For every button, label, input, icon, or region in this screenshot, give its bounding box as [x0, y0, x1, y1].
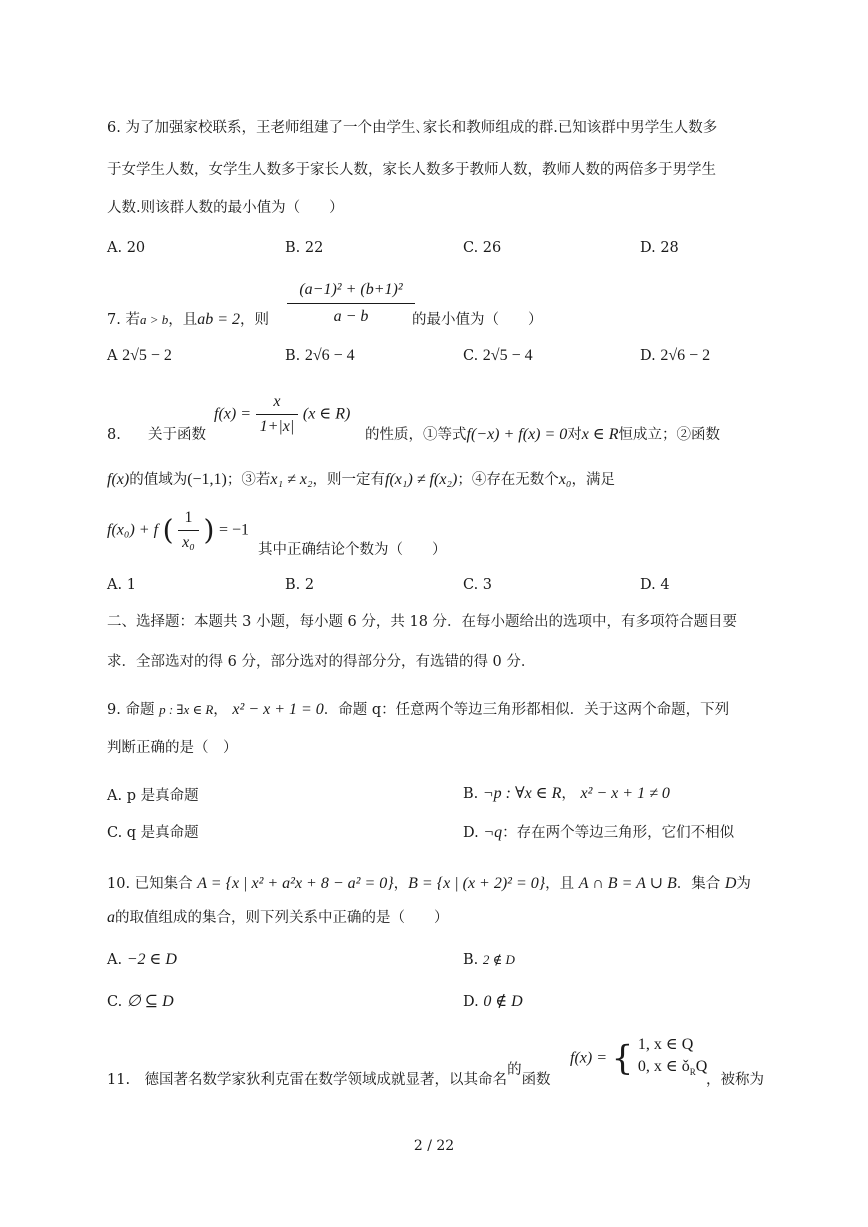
q11-case-2	[638, 1056, 707, 1083]
q8-circled-3: ③	[241, 472, 256, 488]
q8-sum-expression: f(x₀) + f	[107, 521, 159, 539]
q8-line-3-formula	[107, 508, 249, 553]
q8-option-d: D. 4	[640, 577, 670, 593]
q9-comma: ，	[213, 702, 228, 718]
q8-domain-r: x ∈ R	[581, 426, 619, 443]
q8-question: 其中正确结论个数为（ ）	[258, 542, 447, 558]
q8-l2-text-2: ；	[226, 472, 242, 488]
q8-reciprocal-fraction	[178, 508, 199, 553]
q8-option-a: A. 1	[107, 577, 136, 593]
q11-lhs: f(x) =	[570, 1049, 607, 1067]
q10-variable-a: a	[107, 909, 115, 926]
q7-option-a-label: A	[107, 348, 118, 364]
q8-text-2: 等式	[437, 427, 467, 443]
q8-text-4: 恒成立；	[618, 427, 677, 443]
q8-injective-result: f(x₁) ≠ f(x₂)	[385, 471, 458, 488]
q8-injective-condition: x₁ ≠ x₂	[270, 471, 313, 488]
q8-text-1: 的性质，	[365, 427, 423, 443]
q10-option-a-label: A.	[107, 952, 123, 968]
q10-option-c-label: C.	[107, 994, 123, 1010]
q10-option-b	[463, 950, 515, 970]
q8-text-5: 函数	[691, 427, 721, 443]
q9-line-2: 判断正确的是（ ）	[107, 740, 238, 756]
q7-fraction-denominator: a − b	[333, 308, 369, 325]
q8-function-domain: (x ∈ R)	[302, 405, 351, 423]
q9-option-d-negation: ¬q	[483, 824, 503, 841]
q8-option-c: C. 3	[463, 577, 493, 593]
q9-option-b-equation: x² − x + 1 ≠ 0	[580, 785, 670, 802]
q8-circled-2: ②	[676, 427, 692, 443]
q10-set-d: D	[724, 875, 737, 892]
q8-circled-4: ④	[471, 472, 487, 488]
q7-option-c-label: C.	[463, 348, 479, 364]
q9-option-b-sep: ，	[561, 786, 576, 802]
q8-l2-text-3: 若	[255, 472, 271, 488]
q9-option-c: C. q 是真命题	[107, 825, 199, 841]
q8-left-paren: (	[162, 513, 174, 547]
q6-line-3: 人数.则该群人数的最小值为（ ）	[107, 200, 344, 216]
q7-then: ，则	[240, 312, 270, 328]
q10-relation: A ∩ B = A ∪ B	[578, 875, 677, 892]
q10-line-2	[107, 908, 449, 928]
q8-text-3: 对	[567, 427, 582, 443]
q11-de: 的	[507, 1062, 522, 1078]
q8-range: (−1,1)	[187, 471, 227, 488]
q7-option-b-expr: 2√6 − 4	[304, 347, 355, 364]
section-2-line-1: 二、选择题：本题共 3 小题，每小题 6 分，共 18 分．在每小题给出的选项中，有多项符合题目要	[107, 614, 738, 630]
q7-option-b-label: B.	[285, 348, 301, 364]
q8-l2-text-6: 存在无数个	[486, 472, 559, 488]
q8-reciprocal-denominator: x₀	[182, 534, 195, 551]
q10-option-b-expr: 2 ∉ D	[482, 952, 515, 967]
q9-line-1	[107, 700, 729, 720]
q9-proposition-p: p : ∃x ∈ R	[159, 702, 214, 717]
q8-l2-text-4: ，则一定有	[312, 472, 385, 488]
q10-prefix: 10. 已知集合	[107, 876, 193, 892]
q10-text-1: ，且	[545, 876, 575, 892]
q7-prefix: 7. 若	[107, 312, 140, 328]
q7-condition-1: a > b	[139, 312, 169, 327]
q10-option-a-expr: −2 ∈ D	[126, 951, 177, 968]
q10-text-3: 为	[736, 876, 751, 892]
q8-l2-text-5: ；	[457, 472, 472, 488]
q9-option-d	[463, 823, 734, 843]
q9-rest: ．命题 q：任意两个等边三角形都相似．关于这两个命题，下列	[323, 702, 730, 718]
q8-l2-text-1: 的值域为	[129, 472, 188, 488]
q10-option-d-label: D.	[463, 994, 479, 1010]
q9-prefix: 9. 命题	[107, 702, 155, 718]
q8-line-2	[107, 470, 615, 490]
q10-set-a: A = {x | x² + a²x + 8 − a² = 0}	[197, 875, 394, 892]
q7-fraction-numerator: (a−1)² + (b+1)²	[287, 280, 415, 304]
q6-option-d: D. 28	[640, 240, 679, 256]
q6-line-2: 于女学生人数，女学生人数多于家长人数，家长人数多于教师人数，教师人数的两倍多于男学生	[107, 162, 716, 178]
q8-odd-identity: f(−x) + f(x) = 0	[466, 426, 568, 443]
q9-option-b-negation: ¬p : ∀x ∈ R	[482, 785, 562, 802]
q11-case-1: 1, x ∈ Q	[637, 1036, 694, 1053]
q10-option-c-expr: ∅ ⊆ D	[126, 993, 174, 1010]
q7-option-c	[463, 346, 533, 366]
q9-equation: x² − x + 1 = 0	[232, 701, 324, 718]
q7-condition-2: ab = 2	[197, 311, 241, 328]
q9-option-b-label: B.	[463, 786, 479, 802]
q8-circled-1: ①	[423, 427, 438, 443]
q9-option-b	[463, 784, 670, 804]
q11-text-2: 函数	[521, 1072, 551, 1088]
q8-option-b: B. 2	[285, 577, 315, 593]
q11-text-3: ，被称为	[706, 1072, 764, 1088]
q8-rhs: = −1	[219, 521, 250, 539]
q8-function-definition	[214, 392, 350, 437]
q8-lead: 关于函数	[148, 427, 206, 443]
q11-case-2-sub: R	[689, 1067, 696, 1078]
q8-fx: f(x)	[107, 471, 130, 488]
q11-brace: {	[611, 1038, 634, 1079]
q7-fraction	[287, 280, 415, 327]
q10-set-b: B = {x | (x + 2)² = 0}	[408, 875, 546, 892]
q8-x0: x₀	[558, 471, 572, 488]
q7-stem	[107, 310, 269, 330]
q7-mid: ，且	[168, 312, 198, 328]
q8-number: 8.	[107, 427, 121, 443]
q8-l2-text-7: ，满足	[571, 472, 615, 488]
q8-function-fraction	[256, 392, 299, 437]
q7-option-c-expr: 2√5 − 4	[482, 347, 533, 364]
q10-option-c	[107, 992, 174, 1012]
q8-function-numerator: x	[256, 392, 299, 415]
q10-text-2: ．集合	[676, 876, 721, 892]
page-current: 2	[413, 1138, 423, 1154]
q8-function-lhs: f(x) =	[214, 405, 251, 423]
q10-line-1	[107, 874, 751, 894]
q10-option-d-expr: 0 ∉ D	[483, 993, 523, 1010]
section-2-line-2: 求．全部选对的得 6 分，部分选对的得部分分，有选错的得 0 分．	[107, 654, 536, 670]
q9-option-d-label: D.	[463, 825, 479, 841]
q9-option-a: A. p 是真命题	[107, 788, 199, 804]
q10-line-2-text: 的取值组成的集合，则下列关系中正确的是（ ）	[115, 910, 449, 926]
q7-option-d-expr: 2√6 − 2	[660, 347, 711, 364]
q11-text-1-main: 11. 德国著名数学家狄利克雷在数学领域成就显著，以其命名	[107, 1072, 508, 1088]
q11-case-2-main: 0, x ∈ ǒ	[637, 1058, 690, 1075]
q11-cases	[638, 1034, 707, 1083]
q11-case-2-end: Q	[695, 1058, 708, 1075]
q7-option-a	[107, 346, 172, 366]
q6-option-c: C. 26	[463, 240, 502, 256]
q7-option-d-label: D.	[640, 348, 656, 364]
q7-option-d	[640, 346, 710, 366]
q11-text-1	[107, 1062, 551, 1090]
q9-option-d-text: ：存在两个等边三角形，它们不相似	[502, 825, 735, 841]
page-separator: /	[427, 1138, 432, 1154]
q7-option-b	[285, 346, 355, 366]
q8-right-paren: )	[203, 513, 215, 547]
page-total: 22	[436, 1138, 455, 1154]
q8-function-denominator: 1+|x|	[259, 418, 295, 435]
q10-option-b-label: B.	[463, 952, 479, 968]
q7-option-a-expr: 2√5 − 2	[122, 347, 172, 364]
q6-option-a: A. 20	[107, 240, 146, 256]
q7-suffix: 的最小值为（ ）	[412, 312, 543, 328]
q10-option-a	[107, 950, 177, 970]
q11-piecewise	[570, 1034, 707, 1086]
q10-comma: ，	[393, 876, 409, 892]
q10-option-d	[463, 992, 523, 1012]
page-number	[0, 1138, 868, 1154]
q8-reciprocal-numerator: 1	[178, 508, 199, 531]
q6-line-1: 6. 为了加强家校联系，王老师组建了一个由学生､家长和教师组成的群.已知该群中男学生人数多	[107, 120, 718, 136]
q8-line-1-rest	[365, 425, 720, 445]
q6-option-b: B. 22	[285, 240, 324, 256]
